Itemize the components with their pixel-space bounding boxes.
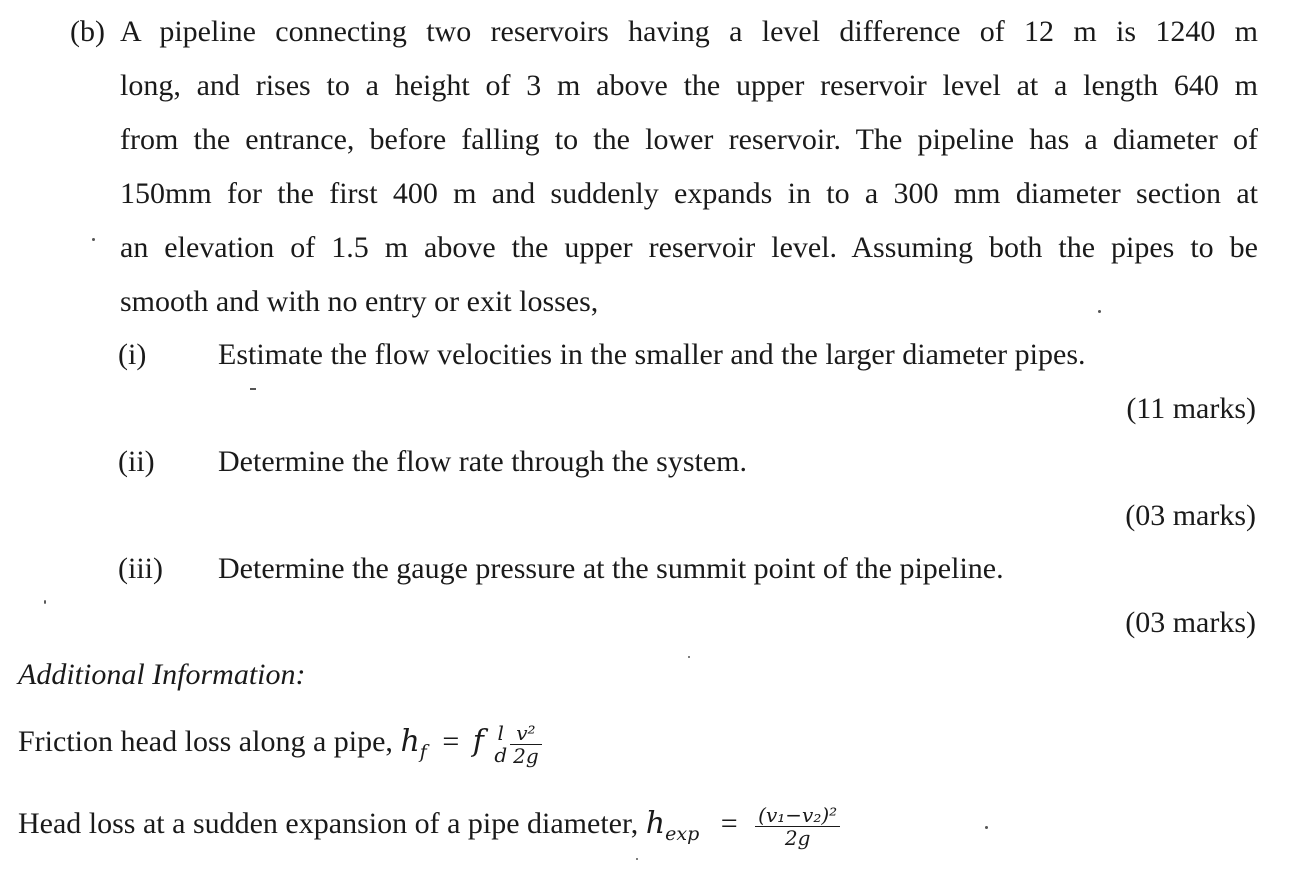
friction-frac1-den: d	[494, 743, 508, 768]
subpart-i-label: (i)	[118, 338, 147, 371]
expansion-frac-den: 2g	[784, 825, 811, 850]
friction-frac2-num: v²	[510, 722, 542, 745]
friction-fraction-v2-2g	[510, 722, 542, 767]
friction-frac2-den: 2g	[513, 743, 539, 768]
intro-line-1: A pipeline connecting two reservoirs having a level difference of 12 m is 1240 m	[120, 15, 1258, 48]
scan-speck	[44, 600, 46, 604]
intro-line-4: 150mm for the first 400 m and suddenly expands in to a 300 mm diameter section at	[120, 177, 1258, 210]
friction-fraction-l-d	[491, 722, 510, 766]
friction-equals: =	[442, 725, 460, 758]
intro-line-2: long, and rises to a height of 3 m above the upper reservoir level at a length 640 m	[120, 69, 1258, 102]
expansion-text: Head loss at a sudden expansion of a pipe diameter,	[18, 807, 646, 840]
friction-formula	[18, 712, 542, 772]
expansion-lhs-sub: exp	[665, 823, 700, 845]
part-label: (b)	[70, 15, 105, 48]
subpart-i-text: Estimate the flow velocities in the smaller and the larger diameter pipes.	[218, 338, 1086, 371]
scan-speck	[985, 826, 988, 829]
additional-info-heading: Additional Information:	[18, 658, 306, 691]
intro-line-3: from the entrance, before falling to the lower reservoir. The pipeline has a diameter of	[120, 123, 1258, 156]
friction-lhs: h	[400, 724, 420, 759]
subpart-ii-text: Determine the flow rate through the system.	[218, 445, 748, 478]
scan-speck	[1098, 310, 1101, 313]
friction-text: Friction head loss along a pipe,	[18, 725, 401, 758]
friction-frac1-num: l	[497, 721, 504, 746]
subpart-ii-label: (ii)	[118, 445, 155, 478]
scan-speck	[92, 238, 95, 241]
subpart-i-marks: (11 marks)	[1126, 392, 1256, 425]
friction-coef: f	[472, 724, 484, 759]
intro-line-5: an elevation of 1.5 m above the upper reservoir level. Assuming both the pipes to be	[120, 231, 1258, 264]
expansion-frac-num: (v₁−v₂)²	[755, 804, 840, 827]
subpart-iii-text: Determine the gauge pressure at the summit point of the pipeline.	[218, 552, 1004, 585]
expansion-equals: =	[720, 807, 738, 840]
intro-line-6: smooth and with no entry or exit losses,	[120, 285, 599, 318]
scan-speck	[250, 388, 256, 390]
expansion-lhs: h	[645, 806, 666, 841]
friction-lhs-sub: f	[419, 741, 427, 763]
scan-speck	[636, 858, 638, 860]
scan-speck	[688, 656, 690, 658]
expansion-fraction	[755, 804, 840, 849]
expansion-formula	[18, 794, 840, 854]
subpart-ii-marks: (03 marks)	[1125, 499, 1256, 532]
subpart-iii-marks: (03 marks)	[1125, 606, 1256, 639]
subpart-iii-label: (iii)	[118, 552, 163, 585]
